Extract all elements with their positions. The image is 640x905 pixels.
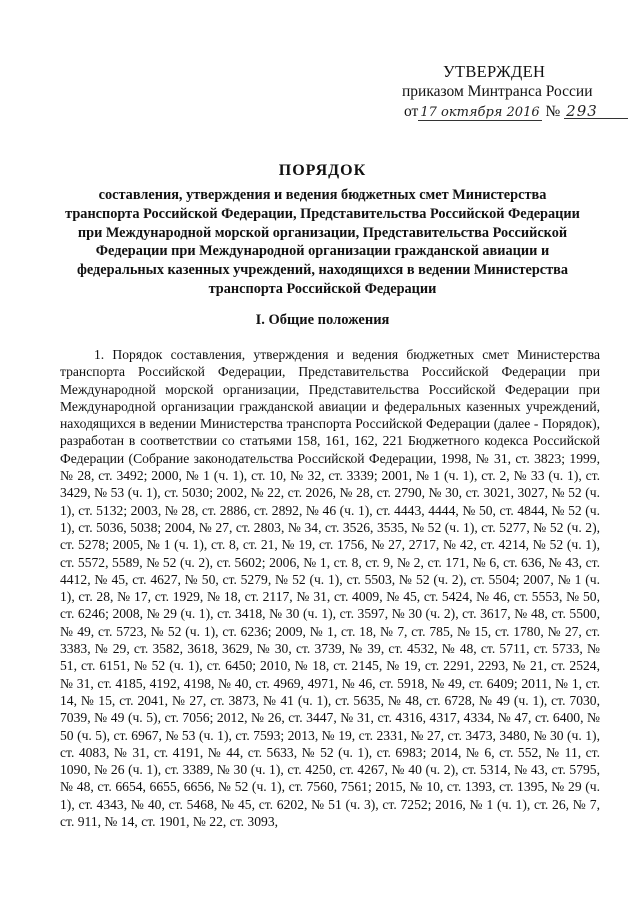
date-prefix: от xyxy=(404,103,419,120)
section-title: I. Общие положения xyxy=(255,312,390,328)
document-subtitle: составления, утверждения и ведения бюджетных смет Министерства транспорта Российской Федерации, Представительства Российской Федерации при Международной морской организации, Представительства Российской Федерации при Международной организации гражданской авиации и федеральных казенных учреждений, находящихся в ведении Министерства транспорта Российской Федерации xyxy=(65,187,580,297)
approval-date-line xyxy=(404,102,610,122)
document-title: ПОРЯДОК xyxy=(278,162,367,179)
approval-stamp xyxy=(400,62,610,122)
approval-heading: УТВЕРЖДЕН xyxy=(443,62,546,81)
approval-order: приказом Минтранса России xyxy=(402,83,593,100)
handwritten-order-number: 293 xyxy=(564,104,628,119)
paragraph-1: 1. Порядок составления, утверждения и ведения бюджетных смет Министерства транспорта Российской Федерации, Представительства Российской Федерации при Международной морской организации, Представительства Российской Федерации при Международной организации гражданской авиации и федеральных казенных учреждений, находящихся в ведении Министерства транспорта Российской Федерации (далее - Порядок), разработан в соответствии со статьями 158, 161, 162, 221 Бюджетного кодекса Российской Федерации (Собрание законодательства Российской Федерации, 1998, № 31, ст. 3823; 1999, № 28, ст. 3492; 2000, № 1 (ч. 1), ст. 10, № 32, ст. 3339; 2001, № 1 (ч. 1), ст. 2, № 33 (ч. 1), ст. 3429, № 53 (ч. 1), ст. 5030; 2002, № 22, ст. 2026, № 28, ст. 2790, № 30, ст. 3021, 3027, № 52 (ч. 1), ст. 5132; 2003, № 28, ст. 2886, ст. 2892, № 46 (ч. 1), ст. 4443, 4444, № 50, ст. 4844, № 52 (ч. 1), ст. 5036, 5038; 2004, № 27, ст. 2803, № 34, ст. 3526, 3535, № 52 (ч. 1), ст. 5277, № 52 (ч. 2), ст. 5278; 2005, № 1 (ч. 1), ст. 8, ст. 21, № 19, ст. 1756, № 27, 2717, № 42, ст. 4214, № 52 (ч. 1), ст. 5572, 5589, № 52 (ч. 2), ст. 5602; 2006, № 1, ст. 8, ст. 9, № 2, ст. 171, № 6, ст. 636, № 43, ст. 4412, № 45, ст. 4627, № 50, ст. 5279, № 52 (ч. 1), ст. 5503, № 52 (ч. 2), ст. 5504; 2007, № 1 (ч. 1), ст. 28, № 17, ст. 1929, № 18, ст. 2117, № 31, ст. 4009, № 45, ст. 5424, № 46, ст. 5553, № 50, ст. 6246; 2008, № 29 (ч. 1), ст. 3418, № 30 (ч. 1), ст. 3597, № 30 (ч. 2), ст. 3617, № 48, ст. 5500, № 49, ст. 5723, № 52 (ч. 1), ст. 6236; 2009, № 1, ст. 18, № 7, ст. 785, № 15, ст. 1780, № 27, ст. 3383, № 29, ст. 3582, 3618, 3629, № 30, ст. 3739, № 39, ст. 4532, № 48, ст. 5711, ст. 5733, № 51, ст. 6151, № 52 (ч. 1), ст. 6450; 2010, № 18, ст. 2145, № 19, ст. 2291, 2293, № 21, ст. 2524, № 31, ст. 4185, 4192, 4198, № 40, ст. 4969, 4971, № 46, ст. 5918, № 49, ст. 6409; 2011, № 1, ст. 14, № 15, ст. 2041, № 27, ст. 3873, № 41 (ч. 1), ст. 5635, № 48, ст. 6728, № 49 (ч. 1), ст. 7030, 7039, № 49 (ч. 5), ст. 7056; 2012, № 26, ст. 3447, № 31, ст. 4316, 4317, 4334, № 47, ст. 6400, № 50 (ч. 5), ст. 6967, № 53 (ч. 1), ст. 7593; 2013, № 19, ст. 2331, № 27, ст. 3473, 3480, № 30 (ч. 1), ст. 4083, № 31, ст. 4191, № 44, ст. 5633, № 52 (ч. 1), ст. 6983; 2014, № 6, ст. 552, № 11, ст. 1090, № 26 (ч. 1), ст. 3389, № 30 (ч. 1), ст. 4250, ст. 4267, № 40 (ч. 2), ст. 5314, № 43, ст. 5795, № 48, ст. 6654, 6655, 6656, № 52 (ч. 1), ст. 7560, 7561; 2015, № 10, ст. 1393, ст. 1395, № 29 (ч. 1), ст. 4343, № 40, ст. 5468, № 45, ст. 6202, № 51 (ч. 3), ст. 7252; 2016, № 1 (ч. 1), ст. 26, № 7, ст. 911, № 14, ст. 1901, № 22, ст. 3093, xyxy=(60,347,600,830)
handwritten-date: 17 октября 2016 xyxy=(420,105,540,120)
document-title-block xyxy=(60,160,585,299)
number-prefix: № xyxy=(545,103,561,120)
